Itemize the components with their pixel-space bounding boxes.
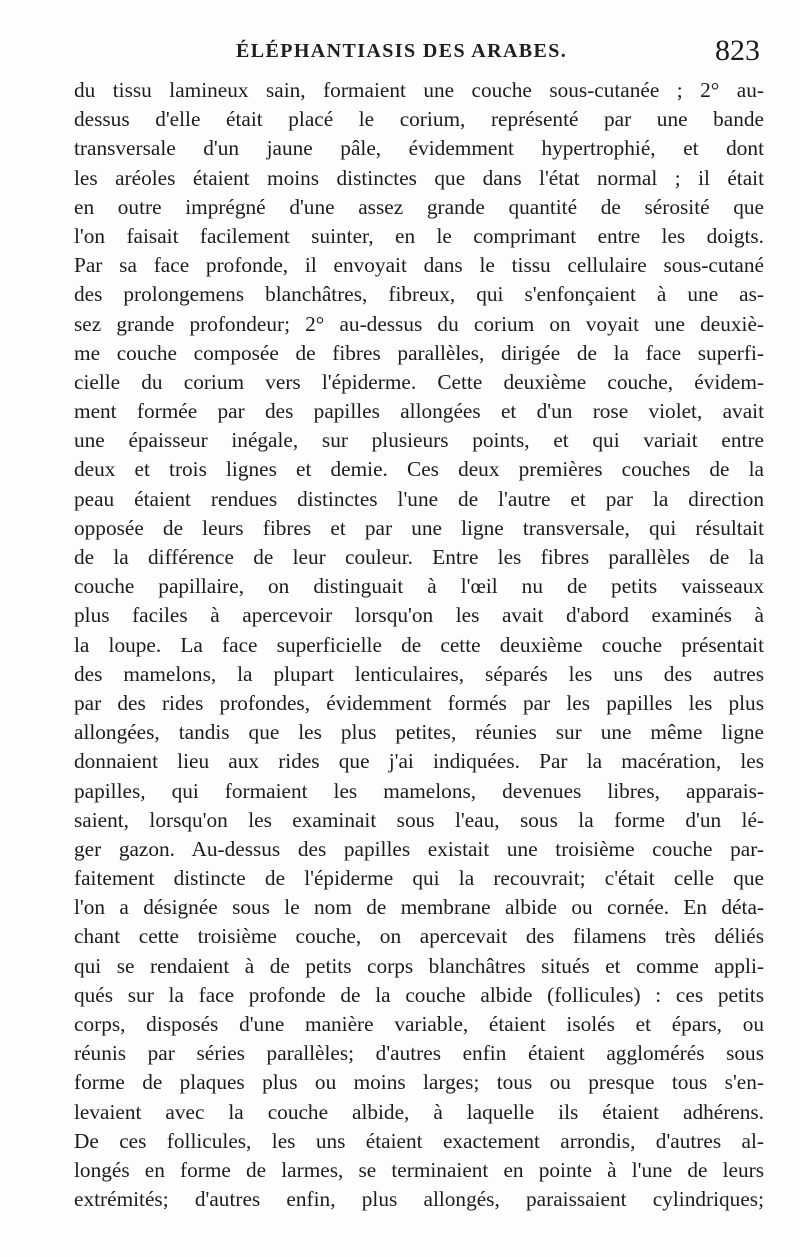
text-line: allongées, tandis que les plus petites, réunies sur une même ligne bbox=[74, 720, 764, 745]
text-line: de la différence de leur couleur. Entre les fibres parallèles de la bbox=[74, 545, 764, 569]
text-line: des prolongemens blanchâtres, fibreux, qui s'enfonçaient à une as- bbox=[74, 282, 764, 307]
body-text bbox=[74, 76, 764, 1214]
text-line: du tissu lamineux sain, formaient une couche sous-cutanée ; 2° au- bbox=[74, 78, 764, 102]
text-line: peau étaient rendues distinctes l'une de l'autre et par la direction bbox=[74, 486, 764, 511]
text-line: chant cette troisième couche, on apercevait des filamens très déliés bbox=[74, 924, 764, 949]
page-number: 823 bbox=[715, 34, 760, 67]
text-line: la loupe. La face superficielle de cette deuxième couche présentait bbox=[74, 632, 764, 657]
text-line: plus faciles à apercevoir lorsqu'on les avait d'abord examinés à bbox=[74, 603, 764, 628]
text-line: couche papillaire, on distinguait à l'œil nu de petits vaisseaux bbox=[74, 574, 764, 599]
text-line: me couche composée de fibres parallèles, dirigée de la face superfi- bbox=[74, 340, 764, 365]
text-line: qués sur la face profonde de la couche albide (follicules) : ces petits bbox=[74, 982, 764, 1007]
text-line: en outre imprégné d'une assez grande quantité de sérosité que bbox=[74, 194, 764, 219]
text-line: une épaisseur inégale, sur plusieurs points, et qui variait entre bbox=[74, 428, 764, 453]
text-line: ger gazon. Au-dessus des papilles existait une troisième couche par- bbox=[74, 836, 764, 861]
text-line: deux et trois lignes et demie. Ces deux premières couches de la bbox=[74, 457, 764, 482]
text-line: longés en forme de larmes, se terminaient en pointe à l'une de leurs bbox=[74, 1157, 764, 1182]
text-line: De ces follicules, les uns étaient exactement arrondis, d'autres al- bbox=[74, 1128, 764, 1153]
text-line: Par sa face profonde, il envoyait dans le tissu cellulaire sous-cutané bbox=[74, 253, 764, 278]
text-line: extrémités; d'autres enfin, plus allongés, paraissaient cylindriques; bbox=[74, 1187, 764, 1212]
text-line: des mamelons, la plupart lenticulaires, séparés les uns des autres bbox=[74, 661, 764, 686]
text-line: réunis par séries parallèles; d'autres enfin étaient agglomérés sous bbox=[74, 1041, 764, 1066]
text-line: saient, lorsqu'on les examinait sous l'eau, sous la forme d'un lé- bbox=[74, 807, 764, 832]
text-line: dessus d'elle était placé le corium, représenté par une bande bbox=[74, 107, 764, 132]
text-line: levaient avec la couche albide, à laquelle ils étaient adhérens. bbox=[74, 1099, 764, 1124]
text-line: ment formée par des papilles allongées et d'un rose violet, avait bbox=[74, 399, 764, 424]
running-title: ÉLÉPHANTIASIS DES ARABES. bbox=[236, 40, 568, 62]
text-line: donnaient lieu aux rides que j'ai indiquées. Par la macération, les bbox=[74, 749, 764, 774]
text-line: les aréoles étaient moins distinctes que dans l'état normal ; il était bbox=[74, 165, 764, 190]
text-line: corps, disposés d'une manière variable, étaient isolés et épars, ou bbox=[74, 1012, 764, 1036]
text-line: transversale d'un jaune pâle, évidemment hypertrophié, et dont bbox=[74, 136, 764, 161]
text-line: opposée de leurs fibres et par une ligne transversale, qui résultait bbox=[74, 515, 764, 540]
text-line: l'on faisait facilement suinter, en le comprimant entre les doigts. bbox=[74, 223, 764, 248]
text-line: papilles, qui formaient les mamelons, devenues libres, apparais- bbox=[74, 778, 764, 803]
text-line: l'on a désignée sous le nom de membrane albide ou cornée. En déta- bbox=[74, 895, 764, 920]
text-line: forme de plaques plus ou moins larges; tous ou presque tous s'en- bbox=[74, 1070, 764, 1095]
text-line: par des rides profondes, évidemment formés par les papilles les plus bbox=[74, 690, 764, 715]
text-line: sez grande profondeur; 2° au-dessus du corium on voyait une deuxiè- bbox=[74, 311, 764, 336]
text-line: faitement distincte de l'épiderme qui la recouvrait; c'était celle que bbox=[74, 866, 764, 891]
text-line: cielle du corium vers l'épiderme. Cette deuxième couche, évidem- bbox=[74, 369, 764, 394]
text-line: qui se rendaient à de petits corps blanchâtres situés et comme appli- bbox=[74, 953, 764, 978]
running-head bbox=[74, 34, 764, 74]
